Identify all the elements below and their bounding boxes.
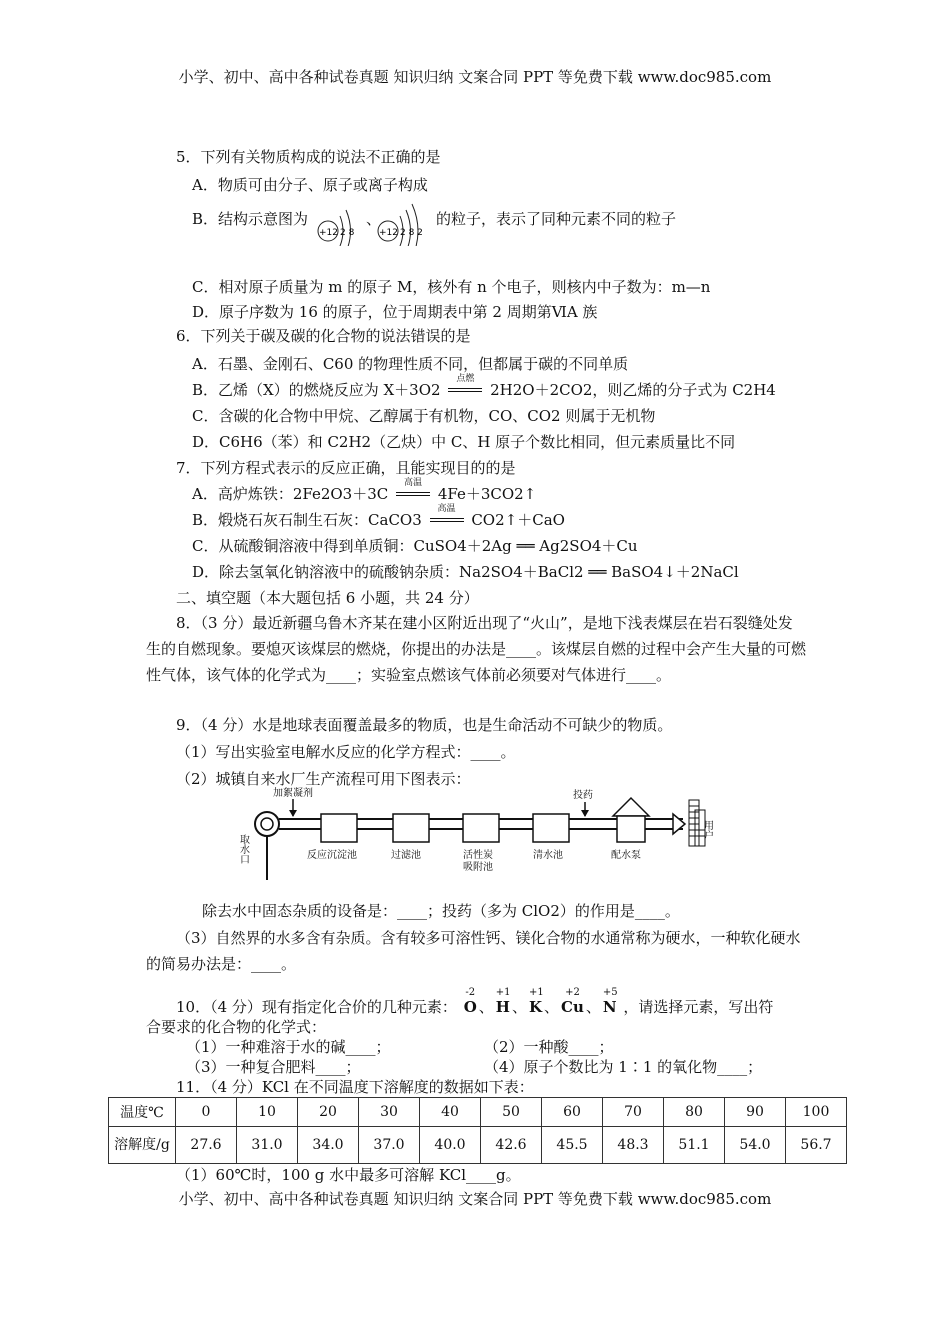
tank3a-label: 活性炭 bbox=[463, 850, 493, 861]
q6-b-arrow bbox=[445, 374, 485, 401]
q7-a-condition: 高温 bbox=[404, 478, 423, 488]
q11-stem: 11．（4 分）KCl 在不同温度下溶解度的数据如下表： bbox=[176, 1078, 534, 1096]
tank-filtration bbox=[393, 814, 429, 842]
q5-option-d: D．原子序数为 16 的原子，位于周期表中第 2 周期第ⅥA 族 bbox=[192, 303, 598, 321]
q10-element-valence: +5 bbox=[602, 987, 618, 998]
atom2-nucleus: +12 bbox=[379, 228, 398, 238]
q10-element bbox=[602, 987, 618, 1018]
atom1-shells: 2 8 bbox=[340, 228, 355, 238]
q9-part3: （3）自然界的水多含有杂质。含有较多可溶性钙、镁化合物的水通常称为硬水，一种软化硬水的简易办法是：____。 bbox=[146, 929, 801, 973]
table-cell-solubility: 42.6 bbox=[481, 1127, 542, 1164]
q10-item2: （2）一种酸____； bbox=[484, 1038, 614, 1056]
coagulant-label: 加絮凝剂 bbox=[273, 788, 313, 799]
q5-option-c: C．相对原子质量为 m 的原子 M，核外有 n 个电子，则核内中子数为：m—n bbox=[192, 278, 711, 296]
table-cell-temperature: 10 bbox=[237, 1098, 298, 1127]
q10-elements: -2 O 、 +1 H 、 +1 K 、 +2 Cu 、 +5 N bbox=[462, 998, 619, 1016]
q10-element bbox=[528, 987, 544, 1018]
q10-stem-pre: 10．（4 分）现有指定化合价的几种元素： bbox=[176, 998, 457, 1016]
table-cell-solubility: 45.5 bbox=[542, 1127, 603, 1164]
table-row-temperature bbox=[109, 1098, 847, 1127]
table-cell-temperature: 40 bbox=[420, 1098, 481, 1127]
q7-option-a bbox=[192, 478, 537, 505]
page-header: 小学、初中、高中各种试卷真题 知识归纳 文案合同 PPT 等免费下载 www.doc985.com bbox=[178, 68, 772, 86]
q10-element-valence: +2 bbox=[565, 987, 580, 998]
atom2-shells: 2 8 2 bbox=[400, 228, 423, 238]
q9-part2-answer: 除去水中固态杂质的设备是：____；投药（多为 ClO2）的作用是____。 bbox=[202, 902, 680, 920]
q10-element-valence: +1 bbox=[528, 987, 544, 998]
q6-stem: 6．下列关于碳及碳的化合物的说法错误的是 bbox=[176, 327, 471, 345]
q7-a-pre: A．高炉炼铁：2Fe2O3＋3C bbox=[192, 485, 389, 503]
tank-activated-carbon bbox=[463, 814, 499, 842]
table-cell-solubility: 40.0 bbox=[420, 1127, 481, 1164]
atom2-diagram bbox=[378, 204, 423, 246]
q11-part1: （1）60℃时，100 g 水中最多可溶解 KCl____g。 bbox=[176, 1166, 521, 1184]
q10-element-symbol: H bbox=[495, 998, 510, 1016]
table-header-solubility: 溶解度/g bbox=[109, 1127, 176, 1164]
q10-item1: （1）一种难溶于水的碱____； bbox=[186, 1038, 391, 1056]
q7-option-d: D．除去氢氧化钠溶液中的硫酸钠杂质：Na2SO4＋BaCl2 ══ BaSO4↓＋2NaCl bbox=[192, 563, 739, 581]
table-cell-solubility: 34.0 bbox=[298, 1127, 359, 1164]
table-cell-temperature: 70 bbox=[603, 1098, 664, 1127]
q10-element-valence: +1 bbox=[495, 987, 511, 998]
q9-stem: 9．（4 分）水是地球表面覆盖最多的物质，也是生命活动不可缺少的物质。 bbox=[176, 716, 673, 734]
q7-a-post: 4Fe＋3CO2↑ bbox=[437, 485, 537, 503]
table-cell-solubility: 48.3 bbox=[603, 1127, 664, 1164]
tank-clear-water bbox=[533, 814, 569, 842]
q6-b-pre: B．乙烯（X）的燃烧反应为 X＋3O2 bbox=[192, 381, 441, 399]
q6-b-post: 2H2O＋2CO2，则乙烯的分子式为 C2H4 bbox=[490, 381, 776, 399]
pump-label: 配水泵 bbox=[611, 850, 641, 861]
tank3b-label: 吸附池 bbox=[463, 862, 493, 873]
atom1-nucleus: +12 bbox=[319, 228, 338, 238]
table-cell-solubility: 56.7 bbox=[786, 1127, 847, 1164]
q7-b-pre: B．煅烧石灰石制生石灰：CaCO3 bbox=[192, 511, 422, 529]
q9-part2: （2）城镇自来水厂生产流程可用下图表示： bbox=[176, 770, 471, 788]
q7-b-condition: 高温 bbox=[437, 504, 456, 514]
q8-text: 8．（3 分）最近新疆乌鲁木齐某在建小区附近出现了“火山”，是地下浅表煤层在岩石裂缝处发生的自燃现象。要熄灭该煤层的燃烧，你提出的办法是____。该煤层自燃的过程中会产生大量的可燃性气体，该气体的化学式为____；实验室点燃该气体前必须要对气体进行____。 bbox=[146, 614, 807, 684]
table-cell-temperature: 60 bbox=[542, 1098, 603, 1127]
q5-option-b-pre: B．结构示意图为 bbox=[192, 210, 309, 228]
table-cell-solubility: 51.1 bbox=[664, 1127, 725, 1164]
intake-pipe-icon bbox=[255, 812, 279, 836]
table-cell-temperature: 30 bbox=[359, 1098, 420, 1127]
section-title-fill-blank: 二、填空题（本大题包括 6 小题，共 24 分） bbox=[176, 589, 479, 607]
table-row-solubility bbox=[109, 1127, 847, 1164]
q10-element-symbol: K bbox=[528, 998, 543, 1016]
table-cell-temperature: 100 bbox=[786, 1098, 847, 1127]
q6-b-condition: 点燃 bbox=[456, 374, 475, 384]
table-header-temperature: 温度℃ bbox=[109, 1098, 176, 1127]
intake-label: 取水口 bbox=[237, 834, 249, 864]
q10-element-symbol: N bbox=[602, 998, 617, 1016]
q6-option-c: C．含碳的化合物中甲烷、乙醇属于有机物，CO、CO2 则属于无机物 bbox=[192, 407, 656, 425]
table-cell-temperature: 20 bbox=[298, 1098, 359, 1127]
tank-reaction-sedimentation bbox=[321, 814, 357, 842]
q7-b-arrow bbox=[427, 504, 467, 531]
tank2-label: 过滤池 bbox=[391, 850, 421, 861]
tank4-label: 清水池 bbox=[533, 850, 563, 861]
q6-option-a: A．石墨、金刚石、C60 的物理性质不同，但都属于碳的不同单质 bbox=[192, 355, 629, 373]
table-cell-temperature: 90 bbox=[725, 1098, 786, 1127]
table-cell-solubility: 31.0 bbox=[237, 1127, 298, 1164]
q5-option-a: A．物质可由分子、原子或离子构成 bbox=[192, 176, 428, 194]
q7-b-post: CO2↑＋CaO bbox=[471, 511, 565, 529]
tank1-label: 反应沉淀池 bbox=[307, 850, 357, 861]
q10-element-valence: -2 bbox=[465, 987, 476, 998]
q10-item4: （4）原子个数比为 1∶1 的氧化物____； bbox=[484, 1058, 763, 1076]
q6-option-b bbox=[192, 374, 776, 401]
page-footer: 小学、初中、高中各种试卷真题 知识归纳 文案合同 PPT 等免费下载 www.doc985.com bbox=[178, 1190, 772, 1208]
solubility-table bbox=[108, 1097, 847, 1164]
dosing-label: 投药 bbox=[573, 790, 593, 801]
q10-stem-post: ，请选择元素，写出符 bbox=[623, 998, 774, 1016]
user-label: 用户 bbox=[701, 820, 713, 840]
q10-element bbox=[495, 987, 511, 1018]
q7-option-c: C．从硫酸铜溶液中得到单质铜：CuSO4＋2Ag ══ Ag2SO4＋Cu bbox=[192, 537, 638, 555]
q10-element-symbol: Cu bbox=[561, 998, 584, 1016]
q9-part1: （1）写出实验室电解水反应的化学方程式：____。 bbox=[176, 743, 516, 761]
water-treatment-flow-diagram bbox=[233, 786, 715, 882]
q10-element bbox=[561, 987, 584, 1018]
q10-stem-line bbox=[176, 987, 774, 1018]
table-cell-solubility: 37.0 bbox=[359, 1127, 420, 1164]
table-cell-temperature: 0 bbox=[176, 1098, 237, 1127]
q10-element-symbol: O bbox=[463, 998, 477, 1016]
table-cell-solubility: 27.6 bbox=[176, 1127, 237, 1164]
q5-stem: 5．下列有关物质构成的说法不正确的是 bbox=[176, 148, 441, 166]
q6-option-d: D．C6H6（苯）和 C2H2（乙炔）中 C、H 原子个数比相同，但元素质量比不同 bbox=[192, 433, 736, 451]
q10-element bbox=[463, 987, 477, 1018]
q10-stem2: 合要求的化合物的化学式： bbox=[146, 1018, 327, 1036]
table-cell-solubility: 54.0 bbox=[725, 1127, 786, 1164]
atom1-diagram bbox=[318, 210, 355, 246]
q5-option-b-post: 的粒子，表示了同种元素不同的粒子 bbox=[436, 210, 677, 228]
pump-house-icon bbox=[613, 798, 649, 816]
q5-option-b-mid: 、 bbox=[366, 210, 382, 228]
q7-option-b bbox=[192, 504, 565, 531]
q10-item3: （3）一种复合肥料____； bbox=[186, 1058, 361, 1076]
table-cell-temperature: 80 bbox=[664, 1098, 725, 1127]
q7-stem: 7．下列方程式表示的反应正确，且能实现目的的是 bbox=[176, 459, 516, 477]
table-cell-temperature: 50 bbox=[481, 1098, 542, 1127]
